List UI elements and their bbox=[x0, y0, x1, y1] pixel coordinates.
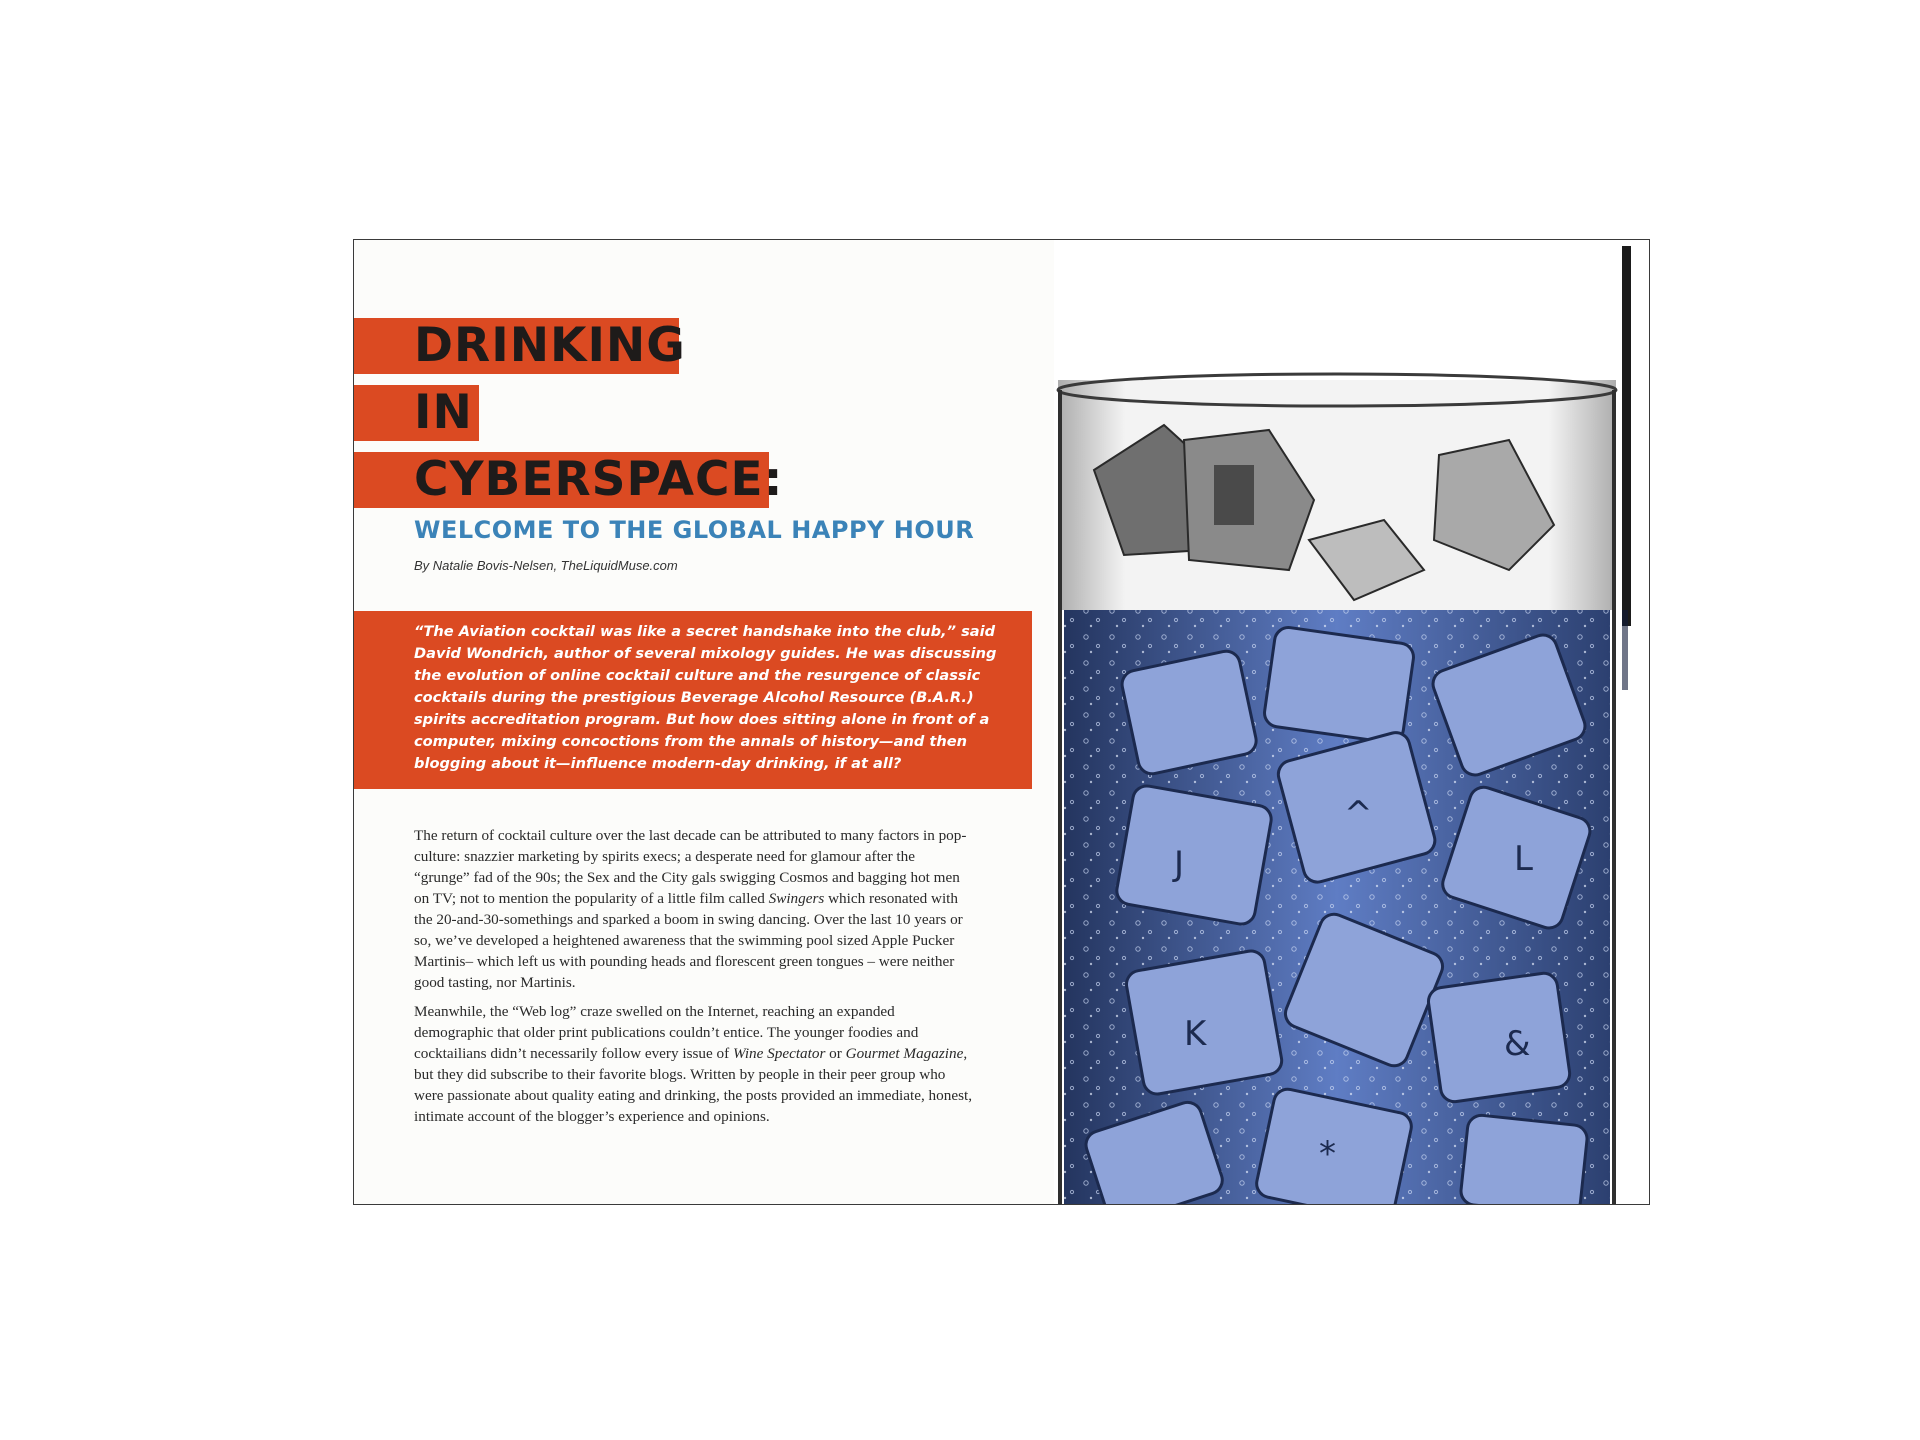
p2-text-b: or bbox=[825, 1045, 846, 1062]
p2-mag-1: Wine Spectator bbox=[733, 1045, 826, 1062]
left-page bbox=[354, 240, 1054, 1204]
p1-text-a: The return of cocktail culture over the last decade can be attributed to many factors in pop-culture: snazzier marketing by spirits execs; a desperate need for glamour after the “grunge” fad of the 90s; the Sex and the City gals swigging Cosmos and bagging hot men on TV; not to mention the popularity of a little film called bbox=[414, 827, 967, 907]
key-glyph-caret: ^ bbox=[1344, 794, 1373, 834]
pull-quote bbox=[354, 611, 1032, 789]
key-glyph-star: * bbox=[1319, 1134, 1336, 1174]
key-glyph-amp: & bbox=[1504, 1024, 1531, 1064]
glass-svg bbox=[1054, 240, 1650, 1204]
subtitle: WELCOME TO THE GLOBAL HAPPY HOUR bbox=[414, 516, 975, 544]
title-line-1: DRINKING bbox=[354, 318, 679, 374]
key-glyph-k: K bbox=[1184, 1014, 1207, 1054]
p2-mag-2: Gourmet Magazine bbox=[845, 1045, 964, 1062]
p2-text-c: , but they did subscribe to their favorite blogs. Written by people in their peer group who were passionate about quality eating and drinking, the posts provided an immediate, honest, intimate account of the blogger’s experience and opinions. bbox=[414, 1045, 973, 1125]
title-line-2: IN bbox=[354, 385, 479, 441]
straw bbox=[1622, 246, 1631, 626]
p1-film-title: Swingers bbox=[768, 890, 825, 907]
key-glyph-l: L bbox=[1514, 839, 1533, 879]
title-line-3: CYBERSPACE: bbox=[354, 452, 769, 508]
cocktail-glass-illustration bbox=[1054, 240, 1650, 1204]
article-body bbox=[414, 825, 974, 1135]
p2-text-a: Meanwhile, the “Web log” craze swelled on the Internet, reaching an expanded demographic that older print publications couldn’t entice. The younger foodies and cocktailians didn’t necessarily follow every issue of bbox=[414, 1003, 919, 1062]
key-glyph-j: J bbox=[1174, 844, 1185, 884]
byline: By Natalie Bovis-Nelsen, TheLiquidMuse.com bbox=[414, 558, 678, 573]
magazine-spread bbox=[353, 239, 1650, 1205]
paragraph-1 bbox=[414, 825, 974, 993]
paragraph-2 bbox=[414, 1001, 974, 1127]
pull-quote-text: “The Aviation cocktail was like a secret handshake into the club,” said David Wondrich, author of several mixology guides. He was discussing the evolution of online cocktail culture and the resurgence of classic cocktails during the prestigious Beverage Alcohol Resource (B.A.R.) spirits accreditation program. But how does sitting alone in front of a computer, mixing concoctions from the annals of history—and then blogging about it—influence modern-day drinking, if at all? bbox=[414, 623, 997, 772]
p1-text-b: which resonated with the 20-and-30-somethings and sparked a boom in swing dancing. Over the last 10 years or so, we’ve developed a heightened awareness that the swimming pool sized Apple Pucker Martinis– which left us with pounding heads and florescent green tongues – were neither good tasting, nor Martinis. bbox=[414, 890, 963, 991]
